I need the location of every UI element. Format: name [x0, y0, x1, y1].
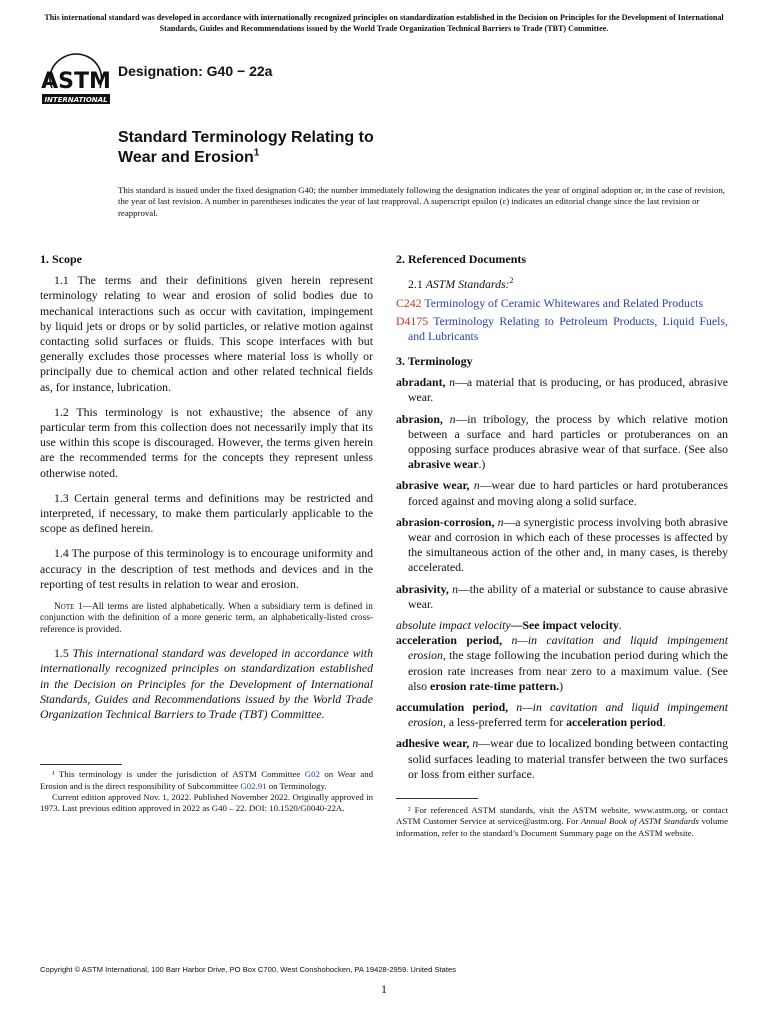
page-number: 1	[381, 982, 387, 996]
left-column	[40, 252, 373, 814]
reference-d4175[interactable]: D4175 Terminology Relating to Petroleum Products, Liquid Fuels, and Lubricants	[396, 313, 728, 343]
subcommittee-link[interactable]: G02.91	[240, 780, 267, 791]
footnote-1: ¹ This terminology is under the jurisdiction of ASTM Committee G02 on Wear and Erosion and is the direct responsibility of Subcommittee G02.91 on Terminology. Current edition approved Nov. 1, 2022. Published November 2022. Originally approved in 1973. Last previous edition approved in 2022 as G40 – 22. DOI: 10.1520/G0040-22A.	[40, 769, 374, 814]
right-column	[396, 252, 728, 839]
tbt-notice: This international standard was developed in accordance with internationally recognized principles on standardization established in the Decision on Principles for the Development of International Standards, Guides and Recommendations issued by the World Trade Organization Technical Barriers to Trade (TBT) Committee.	[44, 13, 724, 33]
document-title	[118, 128, 374, 168]
edition-info: Current edition approved Nov. 1, 2022. Published November 2022. Originally approved in 1973. Last previous edition approved in 2022 as G40 – 22. DOI: 10.1520/G0040-22A.	[40, 791, 373, 814]
terminology-heading: 3. Terminology	[396, 353, 473, 368]
note-1: Note 1—All terms are listed alphabetically. When a subsidiary term is defined in conjunction with the definition of a more generic term, an alphabetically-listed cross-reference is provided.	[40, 602, 373, 635]
term-abradant: abradant, n—a material that is producing, or has produced, abrasive wear.	[396, 375, 728, 405]
scope-1-4: 1.4 The purpose of this terminology is to encourage uniformity and accuracy in the description of test methods and devices and in the reporting of test results in relation to wear and erosion.	[40, 546, 373, 591]
reference-c242[interactable]: C242 Terminology of Ceramic Whitewares and Related Products	[396, 296, 704, 311]
scope-1-5: 1.5 This international standard was developed in accordance with internationally recognized principles on standardization established in the Decision on Principles for the Development of International Standards, Guides and Recommendations issued by the World Trade Organization Technical Barriers to Trade (TBT) Committee.	[40, 646, 373, 722]
logo-sub: INTERNATIONAL	[44, 96, 108, 104]
committee-link[interactable]: G02	[304, 769, 320, 780]
references-heading: 2. Referenced Documents	[396, 252, 527, 266]
term-accumulation-period: accumulation period, n—in cavitation and liquid impingement erosion, a less-preferred term for acceleration period.	[396, 700, 728, 730]
term-absolute-impact-velocity: absolute impact velocity—See impact velocity.	[396, 617, 622, 632]
scope-1-3: 1.3 Certain general terms and definitions may be restricted and interpreted, if necessary, to make them particularly applicable to the scope as defined herein.	[40, 490, 373, 536]
logo-letters: ASTM	[41, 69, 111, 94]
footnote-2: ² For referenced ASTM standards, visit the ASTM website, www.astm.org, or contact ASTM Customer Service at service@astm.org. For Annual Book of ASTM Standards volume information, refer to the standard’s Document Summary page on the ASTM website.	[396, 805, 728, 838]
scope-1-2: 1.2 This terminology is not exhaustive; the absence of any particular term from this collection does not necessarily imply that its use within this scope is discouraged. However, the terms given herein are the recommended terms for the concepts they represent unless otherwise noted.	[40, 404, 373, 480]
term-adhesive-wear: adhesive wear, n—wear due to localized bonding between contacting solid surfaces leading to material transfer between the two surfaces or loss from either surface.	[396, 736, 728, 781]
designation: Designation: G40 − 22a	[118, 63, 273, 79]
title-line-1: Standard Terminology Relating to	[118, 129, 374, 146]
term-abrasive-wear: abrasive wear, n—wear due to hard particles or hard protuberances forced against and moving along a solid surface.	[396, 478, 728, 508]
term-abrasion-corrosion: abrasion-corrosion, n—a synergistic process involving both abrasive wear and corrosion in which each of these processes is affected by the simultaneous action of the other and, in many cases, is thereby accelerated.	[396, 514, 729, 575]
term-acceleration-period: acceleration period, n—in cavitation and liquid impingement erosion, the stage following the incubation period during which the erosion rate increases from near zero to a maximum value. (See also erosion rate-time pattern.)	[396, 633, 728, 693]
issuance-statement: This standard is issued under the fixed designation G40; the number immediately following the designation indicates the year of original adoption or, in the case of revision, the year of last revision. A number in parentheses indicates the year of last reapproval. A superscript epsilon (ε) indicates an editorial change since the last revision or reapproval.	[118, 185, 725, 218]
footnote-rule-2	[396, 798, 478, 799]
term-abrasivity: abrasivity, n—the ability of a material or substance to cause abrasive wear.	[396, 581, 729, 611]
title-line-2: Wear and Erosion$^1$	[118, 147, 260, 166]
copyright: Copyright © ASTM International, 100 Barr Harbor Drive, PO Box C700, West Conshohocken, PA 19428-2959. United States	[40, 965, 457, 974]
astm-logo	[40, 48, 112, 110]
scope-1-1: 1.1 The terms and their definitions given herein represent terminology relating to wear and erosion of solid bodies due to mechanical interactions such as occur with cavitation, impingement by liquid jets or drops or by solid particles, or relative motion against contacting solid surfaces or fluids. This scope interfaces with but generally excludes those processes where material loss is wholly or principally due to chemical action and other related technical fields as, for instance, lubrication.	[40, 273, 373, 394]
astm-standards-label: 2.1 ASTM Standards:$^2$	[408, 276, 514, 292]
footnote-marker: 1	[253, 147, 260, 159]
term-abrasion: abrasion, n—in tribology, the process by which relative motion between a surface and hard particles or protuberances on an opposing surface produces abrasive wear of that surface. (See also abrasive wear.)	[396, 411, 728, 472]
footnote-rule	[40, 764, 122, 765]
scope-heading: 1. Scope	[40, 252, 82, 266]
